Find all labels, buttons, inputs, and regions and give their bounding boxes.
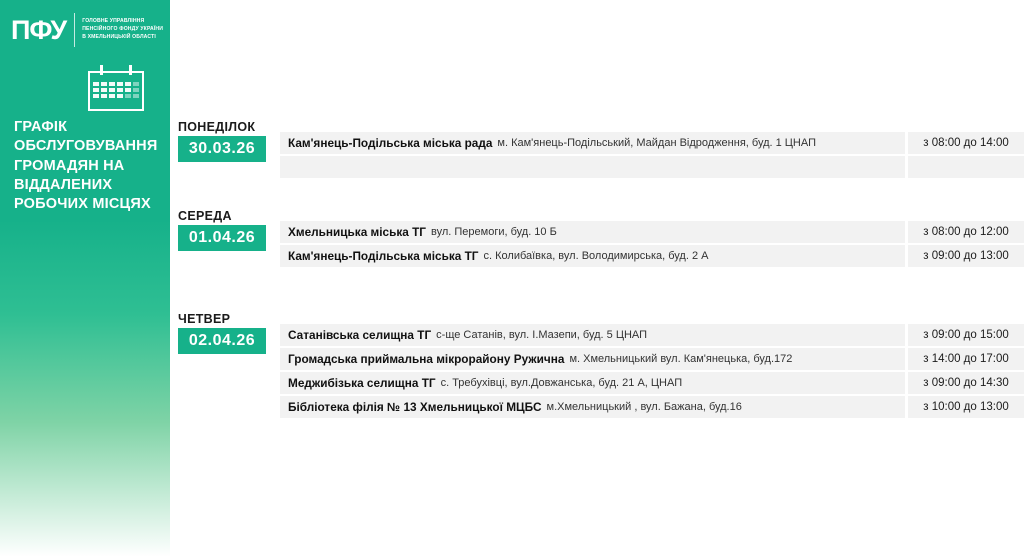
- day-label-wednesday: СЕРЕДА: [178, 209, 232, 223]
- day-date-wednesday: 01.04.26: [178, 225, 266, 251]
- row-org: Кам'янець-Подільська міська рада: [288, 136, 493, 150]
- row-address: м. Кам'янець-Подільський, Майдан Відродження, буд. 1 ЦНАП: [497, 137, 816, 149]
- day-date-thursday: 02.04.26: [178, 328, 266, 354]
- row-address: м. Хмельницький вул. Кам'янецька, буд.172: [569, 353, 793, 365]
- row-address: с-ще Сатанів, вул. І.Мазепи, буд. 5 ЦНАП: [436, 329, 648, 341]
- table-row[interactable]: [280, 372, 1024, 394]
- row-address: с. Требухівці, вул.Довжанська, буд. 21 А, ЦНАП: [440, 377, 683, 389]
- table-row[interactable]: [280, 132, 1024, 154]
- row-time: з 10:00 до 13:00: [908, 396, 1024, 418]
- row-location: [280, 396, 905, 418]
- logo-text-line-1: ГОЛОВНЕ УПРАВЛІННЯ: [82, 18, 145, 25]
- row-time: з 08:00 до 12:00: [908, 221, 1024, 243]
- day-label-monday: ПОНЕДІЛОК: [178, 120, 256, 134]
- row-location: [280, 221, 905, 243]
- left-branding-panel: [0, 0, 170, 557]
- rows-monday: [280, 132, 1024, 180]
- row-location: [280, 372, 905, 394]
- row-org: Хмельницька міська ТГ: [288, 225, 426, 239]
- table-row: [280, 156, 1024, 178]
- headline: ГРАФІК ОБСЛУГОВУВАННЯ ГРОМАДЯН НА ВІДДАЛЕНИХ РОБОЧИХ МІСЦЯХ: [14, 119, 158, 213]
- row-time: [908, 156, 1024, 178]
- table-row[interactable]: [280, 221, 1024, 243]
- row-org: Кам'янець-Подільська міська ТГ: [288, 249, 479, 263]
- logo-text-line-3: В ХМЕЛЬНИЦЬКІЙ ОБЛАСТІ: [82, 33, 156, 40]
- row-location: [280, 156, 905, 178]
- row-org: Бібліотека філія № 13 Хмельницької МЦБС: [288, 400, 542, 414]
- day-date-monday: 30.03.26: [178, 136, 266, 162]
- logo-text-line-2: ПЕНСІЙНОГО ФОНДУ УКРАЇНИ: [82, 26, 164, 33]
- logo-block: [0, 0, 170, 60]
- day-label-thursday: ЧЕТВЕР: [178, 312, 231, 326]
- rows-wednesday: [280, 221, 1024, 269]
- gradient-background: [0, 220, 170, 557]
- logo-mark: ПФУ: [11, 14, 67, 45]
- row-org: Меджибізька селищна ТГ: [288, 376, 436, 390]
- row-address: с. Колибаївка, вул. Володимирська, буд. 2 А: [483, 250, 709, 262]
- logo-divider: [74, 13, 75, 47]
- table-row[interactable]: [280, 245, 1024, 267]
- row-time: з 09:00 до 14:30: [908, 372, 1024, 394]
- row-time: з 09:00 до 13:00: [908, 245, 1024, 267]
- row-time: з 14:00 до 17:00: [908, 348, 1024, 370]
- schedule-content: [178, 0, 1024, 557]
- logo-text: [82, 18, 163, 42]
- table-row[interactable]: [280, 396, 1024, 418]
- rows-thursday: [280, 324, 1024, 420]
- calendar-icon: [88, 65, 146, 111]
- row-org: Громадська приймальна мікрорайону Ружична: [288, 352, 565, 366]
- row-location: [280, 245, 905, 267]
- calendar-grid: [93, 82, 139, 98]
- row-time: з 09:00 до 15:00: [908, 324, 1024, 346]
- row-address: вул. Перемоги, буд. 10 Б: [430, 226, 557, 238]
- row-org: Сатанівська селищна ТГ: [288, 328, 432, 342]
- row-location: [280, 324, 905, 346]
- table-row[interactable]: [280, 348, 1024, 370]
- row-location: [280, 348, 905, 370]
- row-location: [280, 132, 905, 154]
- row-address: м.Хмельницький , вул. Бажана, буд.16: [546, 401, 742, 413]
- row-time: з 08:00 до 14:00: [908, 132, 1024, 154]
- table-row[interactable]: [280, 324, 1024, 346]
